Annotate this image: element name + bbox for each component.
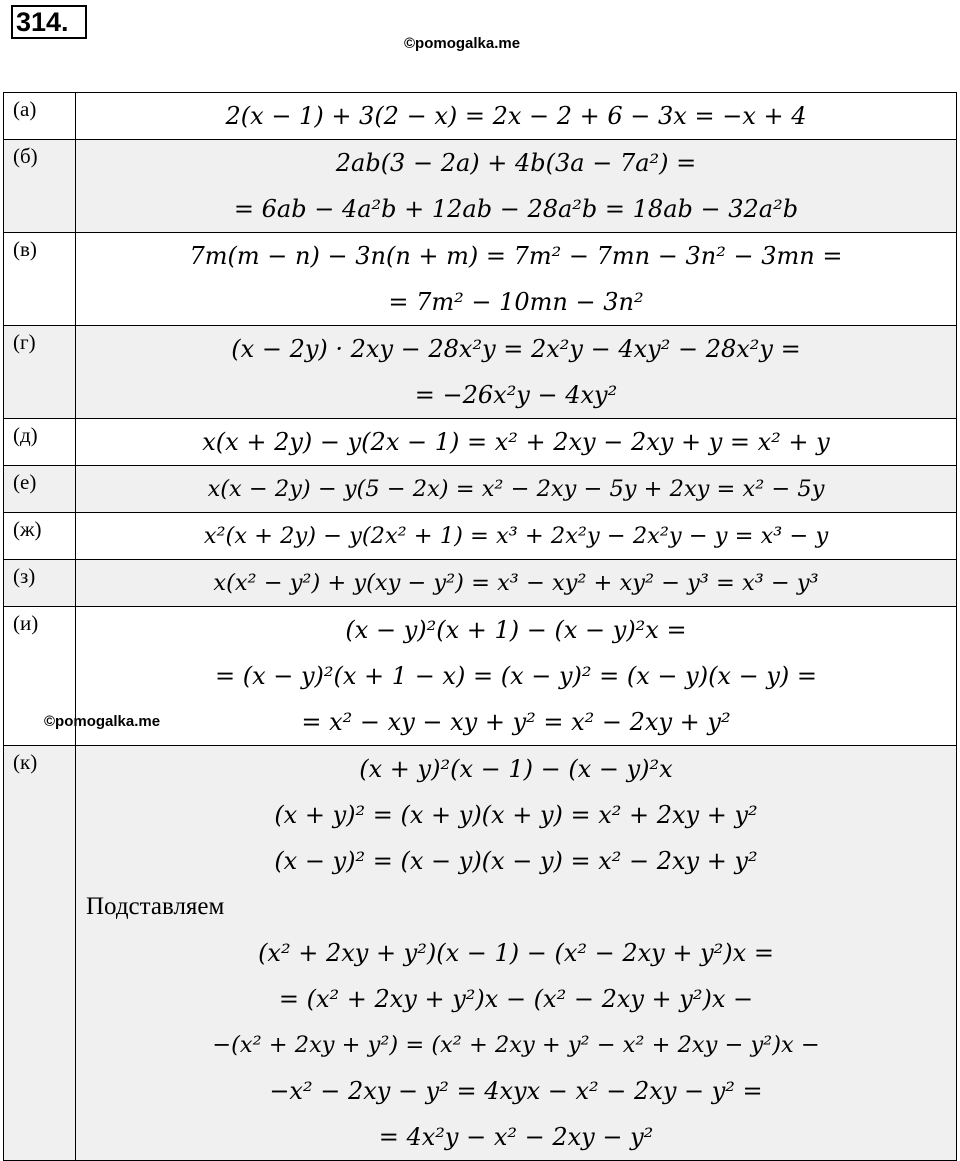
solution-row: [4, 326, 957, 419]
solution-row: [4, 466, 957, 513]
row-label: (и): [4, 607, 76, 746]
row-label: (г): [4, 326, 76, 419]
solution-row: [4, 140, 957, 233]
row-solution: [76, 466, 957, 513]
equation-line: Подставляем: [86, 893, 225, 920]
watermark-top: ©pomogalka.me: [404, 35, 521, 52]
row-solution: [76, 419, 957, 466]
row-solution: [76, 607, 957, 746]
equation-line: = 6ab − 4a²b + 12ab − 28a²b = 18ab − 32a²b: [233, 195, 799, 223]
equation-line: = x² − xy − xy + y² = x² − 2xy + y²: [301, 708, 731, 736]
solution-row: [4, 419, 957, 466]
solution-row: [4, 560, 957, 607]
row-label: (к): [4, 746, 76, 1161]
row-solution: [76, 326, 957, 419]
row-label: (д): [4, 419, 76, 466]
row-solution: [76, 746, 957, 1161]
row-label: (б): [4, 140, 76, 233]
equation-line: (x² + 2xy + y²)(x − 1) − (x² − 2xy + y²)x =: [258, 939, 774, 967]
row-solution: [76, 560, 957, 607]
equation-line: x(x − 2y) − y(5 − 2x) = x² − 2xy − 5y + 2xy = x² − 5y: [207, 476, 825, 502]
equation-line: (x − y)² = (x − y)(x − y) = x² − 2xy + y²: [274, 847, 758, 875]
row-solution: [76, 513, 957, 560]
row-label: (з): [4, 560, 76, 607]
row-label: (а): [4, 93, 76, 140]
equation-line: (x + y)²(x − 1) − (x − y)²x: [359, 755, 673, 783]
solution-row: [4, 233, 957, 326]
row-solution: [76, 93, 957, 140]
problem-number: 314.: [11, 5, 87, 39]
row-label: (в): [4, 233, 76, 326]
equation-line: −x² − 2xy − y² = 4xyx − x² − 2xy − y² =: [269, 1077, 763, 1105]
equation-line: = 4x²y − x² − 2xy − y²: [378, 1123, 654, 1151]
row-label: (е): [4, 466, 76, 513]
equation-line: = (x − y)²(x + 1 − x) = (x − y)² = (x − y)(x − y) =: [214, 662, 817, 690]
row-label: (ж): [4, 513, 76, 560]
equation-line: −(x² + 2xy + y²) = (x² + 2xy + y² − x² + 2xy − y²)x −: [212, 1032, 820, 1058]
row-solution: [76, 140, 957, 233]
equation-line: 7m(m − n) − 3n(n + m) = 7m² − 7mn − 3n² − 3mn =: [189, 242, 843, 270]
watermark-middle: ©pomogalka.me: [44, 713, 161, 730]
equation-line: x(x + 2y) − y(2x − 1) = x² + 2xy − 2xy + y = x² + y: [202, 428, 830, 456]
equation-line: (x − y)²(x + 1) − (x − y)²x =: [345, 616, 687, 644]
equation-line: x(x² − y²) + y(xy − y²) = x³ − xy² + xy² − y³ = x³ − y³: [213, 570, 819, 596]
solution-row: [4, 513, 957, 560]
equation-line: x²(x + 2y) − y(2x² + 1) = x³ + 2x²y − 2x²y − y = x³ − y: [203, 523, 829, 549]
solution-row: [4, 93, 957, 140]
equation-line: = 7m² − 10mn − 3n²: [388, 288, 644, 316]
equation-line: (x − 2y) · 2xy − 28x²y = 2x²y − 4xy² − 28x²y =: [231, 335, 801, 363]
equation-line: (x + y)² = (x + y)(x + y) = x² + 2xy + y²: [274, 801, 758, 829]
solution-table: [3, 92, 957, 1161]
equation-line: = −26x²y − 4xy²: [414, 381, 618, 409]
equation-line: 2ab(3 − 2a) + 4b(3a − 7a²) =: [335, 149, 697, 177]
equation-line: = (x² + 2xy + y²)x − (x² − 2xy + y²)x −: [278, 985, 754, 1013]
equation-line: 2(x − 1) + 3(2 − x) = 2x − 2 + 6 − 3x = −x + 4: [225, 102, 807, 130]
solution-row: [4, 746, 957, 1161]
row-solution: [76, 233, 957, 326]
